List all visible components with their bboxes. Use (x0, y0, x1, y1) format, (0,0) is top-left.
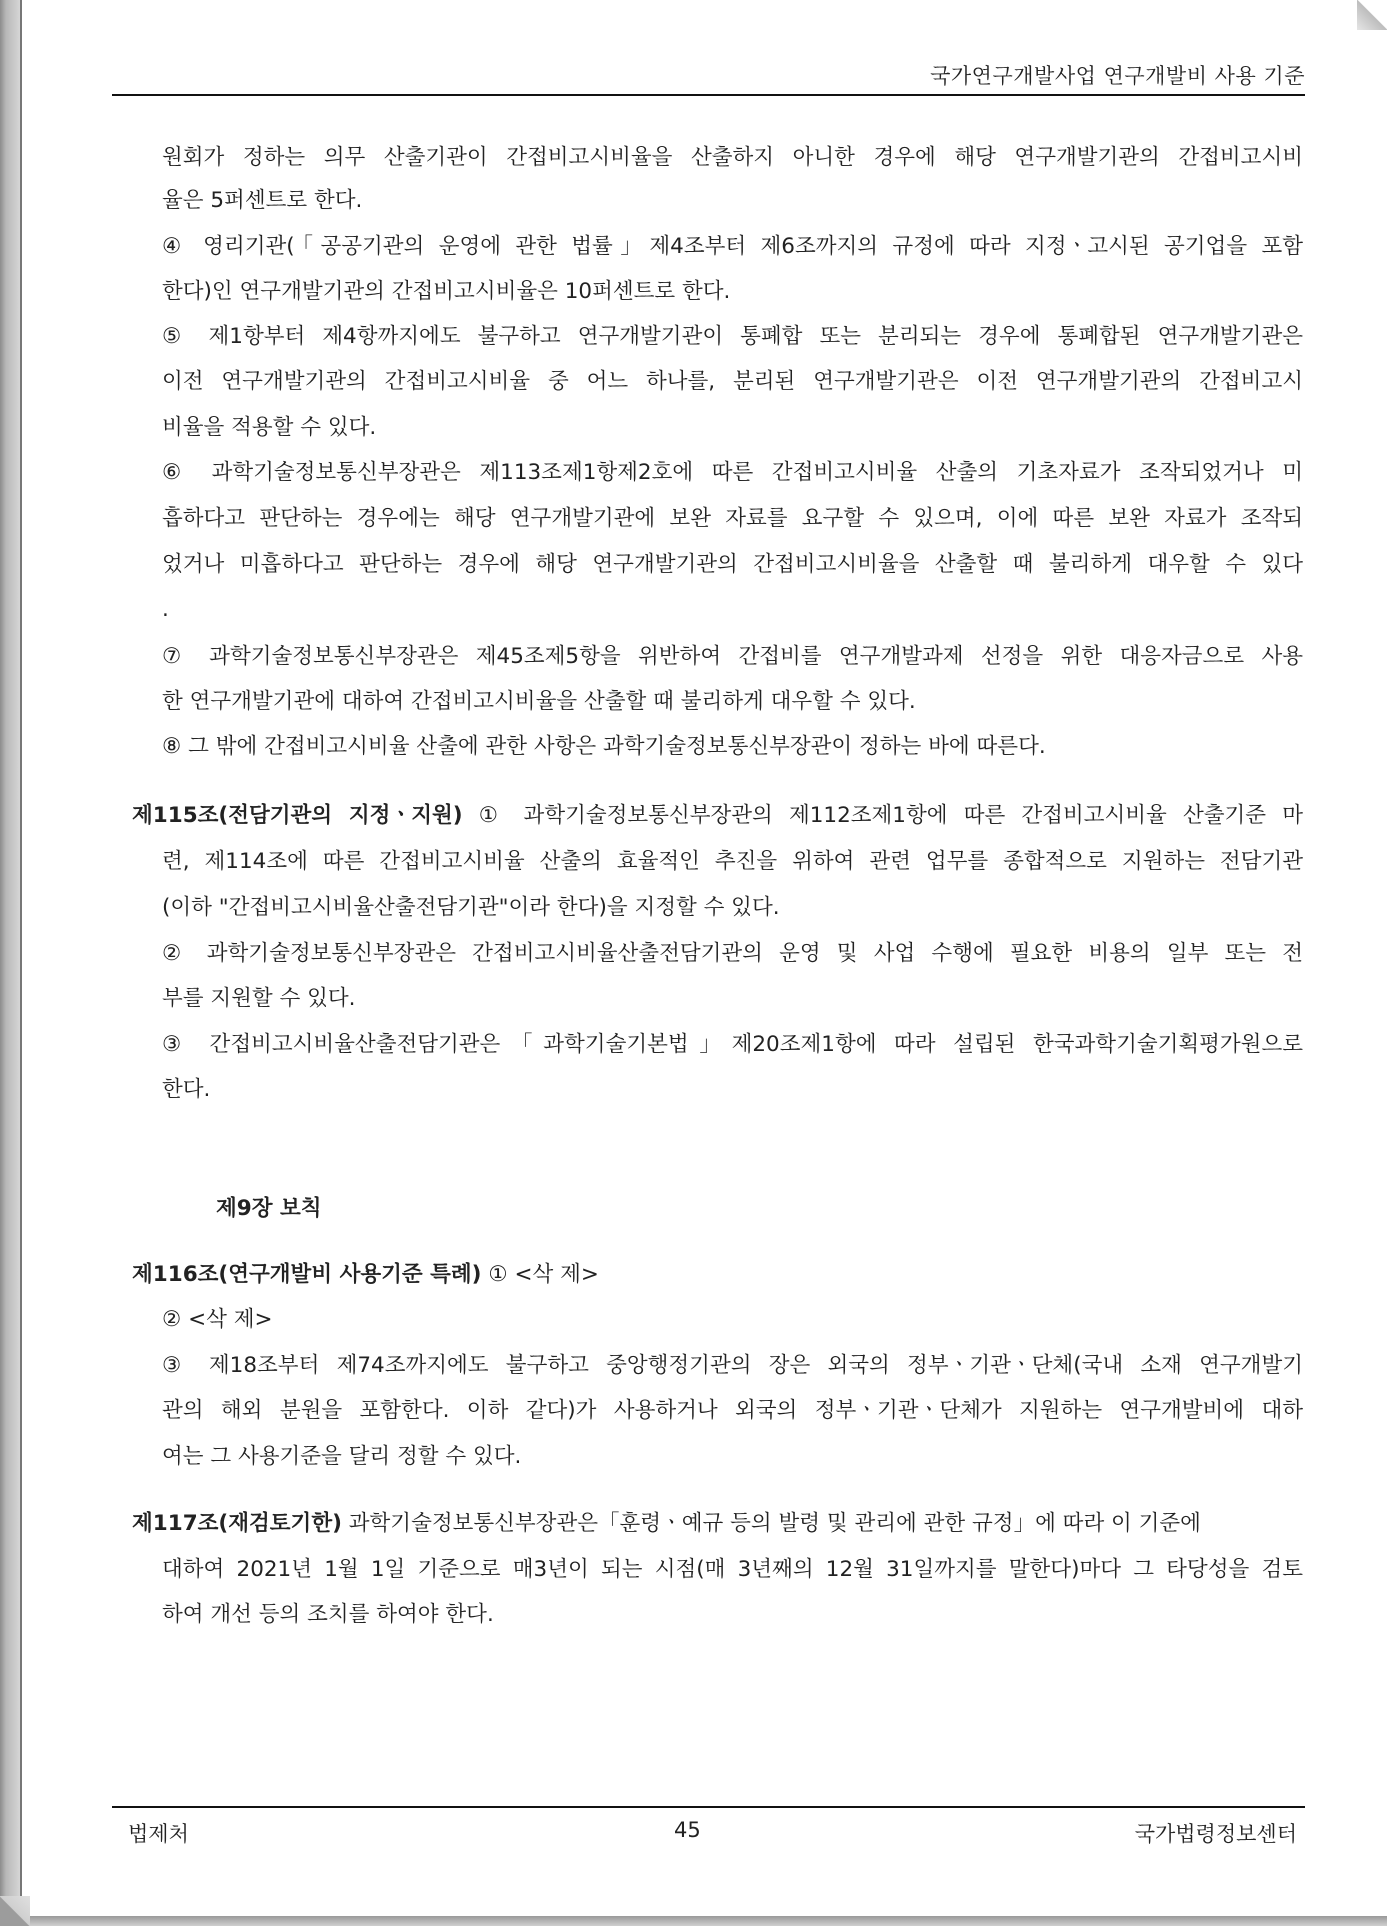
page-bottom-shadow (0, 1916, 1387, 1926)
page-left-shadow (0, 0, 20, 1926)
paragraph-115-2: ② 과학기술정보통신부장관은 간접비고시비율산출전담기관의 운영 및 사업 수행에 필요한 비용의 일부 또는 전 (162, 941, 1303, 966)
footer-rule (112, 1806, 1305, 1808)
chapter-heading: 제9장 보칙 (216, 1196, 322, 1221)
paragraph-115-3: ③ 간접비고시비율산출전담기관은「과학기술기본법」제20조제1항에 따라 설립된 한국과학기술기획평가원으로 (162, 1032, 1303, 1057)
header-rule (112, 94, 1305, 96)
body-line: 율은 5퍼센트로 한다. (162, 188, 363, 213)
paragraph-6: ⑥ 과학기술정보통신부장관은 제113조제1항제2호에 따른 간접비고시비율 산출의 기초자료가 조작되었거나 미 (162, 460, 1303, 485)
article-117-title: 제117조(재검토기한) (132, 1511, 342, 1536)
body-line: 한다)인 연구개발기관의 간접비고시비율은 10퍼센트로 한다. (162, 279, 731, 304)
article-117-text: 과학기술정보통신부장관은「훈령ㆍ예규 등의 발령 및 관리에 관한 규정」에 따라 이 기준에 (341, 1511, 1201, 1536)
paragraph-4: ④ 영리기관(「공공기관의 운영에 관한 법률」제4조부터 제6조까지의 규정에 따라 지정ㆍ고시된 공기업을 포함 (162, 234, 1303, 259)
body-line: 하여 개선 등의 조치를 하여야 한다. (162, 1602, 494, 1627)
body-line: 관의 해외 분원을 포함한다. 이하 같다)가 사용하거나 외국의 정부ㆍ기관ㆍ단체가 지원하는 연구개발비에 대하 (162, 1398, 1303, 1423)
page-left-edge (20, 0, 22, 1926)
body-line: 한다. (162, 1077, 211, 1102)
article-115-text: ① 과학기술정보통신부장관의 제112조제1항에 따른 간접비고시비율 산출기준 마 (462, 803, 1303, 828)
body-line: 부를 지원할 수 있다. (162, 986, 356, 1011)
body-line: 여는 그 사용기준을 달리 정할 수 있다. (162, 1444, 522, 1469)
body-line: 이전 연구개발기관의 간접비고시비율 중 어느 하나를, 분리된 연구개발기관은 이전 연구개발기관의 간접비고시 (162, 369, 1303, 394)
footer-publisher: 법제처 (128, 1822, 189, 1846)
paragraph-8: ⑧ 그 밖에 간접비고시비율 산출에 관한 사항은 과학기술정보통신부장관이 정하는 바에 따른다. (162, 734, 1046, 759)
body-line: 한 연구개발기관에 대하여 간접비고시비율을 산출할 때 불리하게 대우할 수 있다. (162, 689, 916, 714)
paragraph-116-3: ③ 제18조부터 제74조까지에도 불구하고 중앙행정기관의 장은 외국의 정부ㆍ기관ㆍ단체(국내 소재 연구개발기 (162, 1353, 1303, 1378)
body-line: 흡하다고 판단하는 경우에는 해당 연구개발기관에 보완 자료를 요구할 수 있으며, 이에 따른 보완 자료가 조작되 (162, 506, 1303, 531)
page-corner-top-right (1357, 0, 1387, 30)
header-title: 국가연구개발사업 연구개발비 사용 기준 (930, 64, 1305, 88)
body-line: 비율을 적용할 수 있다. (162, 415, 377, 440)
footer-source: 국가법령정보센터 (1134, 1822, 1297, 1846)
page-corner-bottom-left (0, 1896, 30, 1926)
paragraph-5: ⑤ 제1항부터 제4항까지에도 불구하고 연구개발기관이 통폐합 또는 분리되는 경우에 통폐합된 연구개발기관은 (162, 324, 1303, 349)
article-116 (132, 1260, 599, 1290)
article-117 (132, 1509, 1201, 1539)
body-line: (이하 "간접비고시비율산출전담기관"이라 한다)을 지정할 수 있다. (162, 895, 780, 920)
body-line: 대하여 2021년 1월 1일 기준으로 매3년이 되는 시점(매 3년째의 12월 31일까지를 말한다)마다 그 타당성을 검토 (162, 1557, 1303, 1582)
article-115-title: 제115조(전담기관의 지정ㆍ지원) (132, 803, 463, 828)
paragraph-116-2: ② <삭 제> (162, 1307, 273, 1332)
body-line: . (162, 597, 169, 622)
article-116-title: 제116조(연구개발비 사용기준 특례) (132, 1262, 482, 1287)
body-line: 원회가 정하는 의무 산출기관이 간접비고시비율을 산출하지 아니한 경우에 해당 연구개발기관의 간접비고시비 (162, 145, 1303, 170)
body-line: 련, 제114조에 따른 간접비고시비율 산출의 효율적인 추진을 위하여 관련 업무를 종합적으로 지원하는 전담기관 (162, 849, 1303, 874)
paragraph-7: ⑦ 과학기술정보통신부장관은 제45조제5항을 위반하여 간접비를 연구개발과제 선정을 위한 대응자금으로 사용 (162, 644, 1303, 669)
page-number: 45 (674, 1818, 701, 1842)
article-115 (132, 801, 1303, 831)
article-116-text: ① <삭 제> (481, 1262, 599, 1287)
body-line: 었거나 미흡하다고 판단하는 경우에 해당 연구개발기관의 간접비고시비율을 산출할 때 불리하게 대우할 수 있다 (162, 552, 1303, 577)
